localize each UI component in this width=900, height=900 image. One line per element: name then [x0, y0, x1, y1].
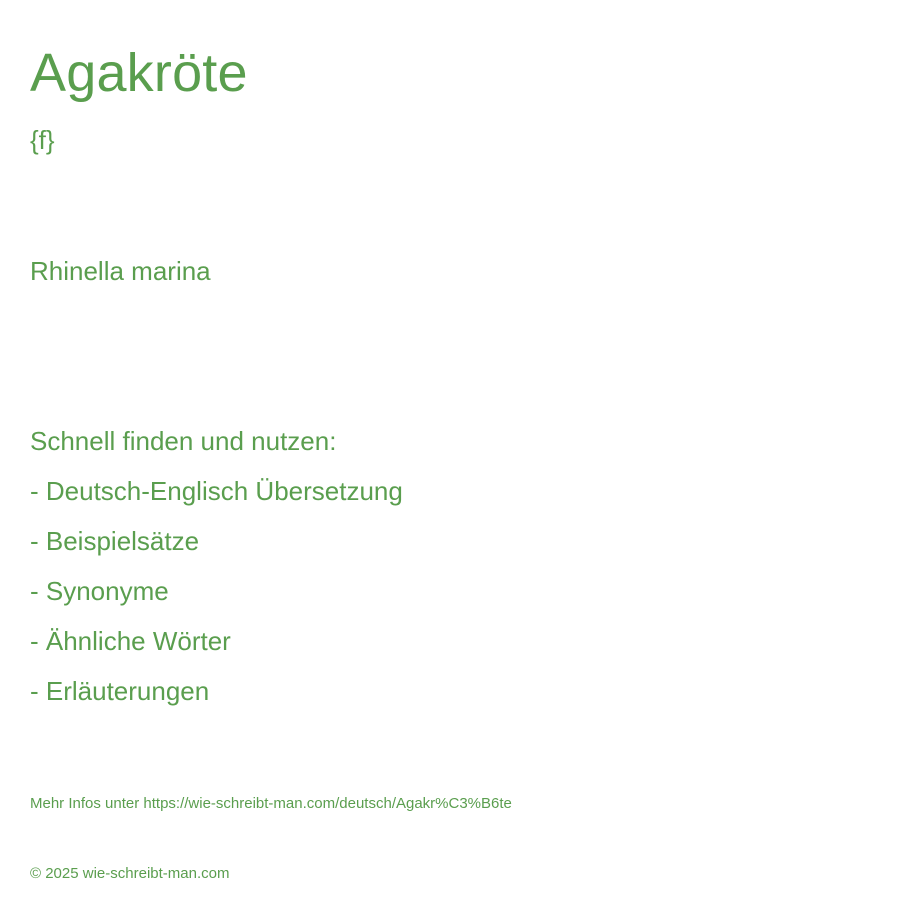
features-section [30, 425, 403, 725]
copyright-text: © 2025 wie-schreibt-man.com [30, 865, 230, 882]
feature-item-similar-words: - Ähnliche Wörter [30, 626, 231, 656]
feature-item-explanations: - Erläuterungen [30, 676, 210, 706]
feature-item-translation: - Deutsch-Englisch Übersetzung [30, 476, 403, 506]
more-info-text: Mehr Infos unter https://wie-schreibt-man.com/deutsch/Agakr%C3%B6te [30, 795, 512, 812]
features-heading: Schnell finden und nutzen: [30, 426, 337, 456]
page-title: Agakröte [30, 43, 248, 103]
gender-label: {f} [30, 125, 55, 155]
feature-item-example-sentences: - Beispielsätze [30, 526, 200, 556]
features-list [30, 475, 403, 725]
feature-item-synonyms: - Synonyme [30, 576, 169, 606]
word-meaning: Rhinella marina [30, 256, 211, 286]
